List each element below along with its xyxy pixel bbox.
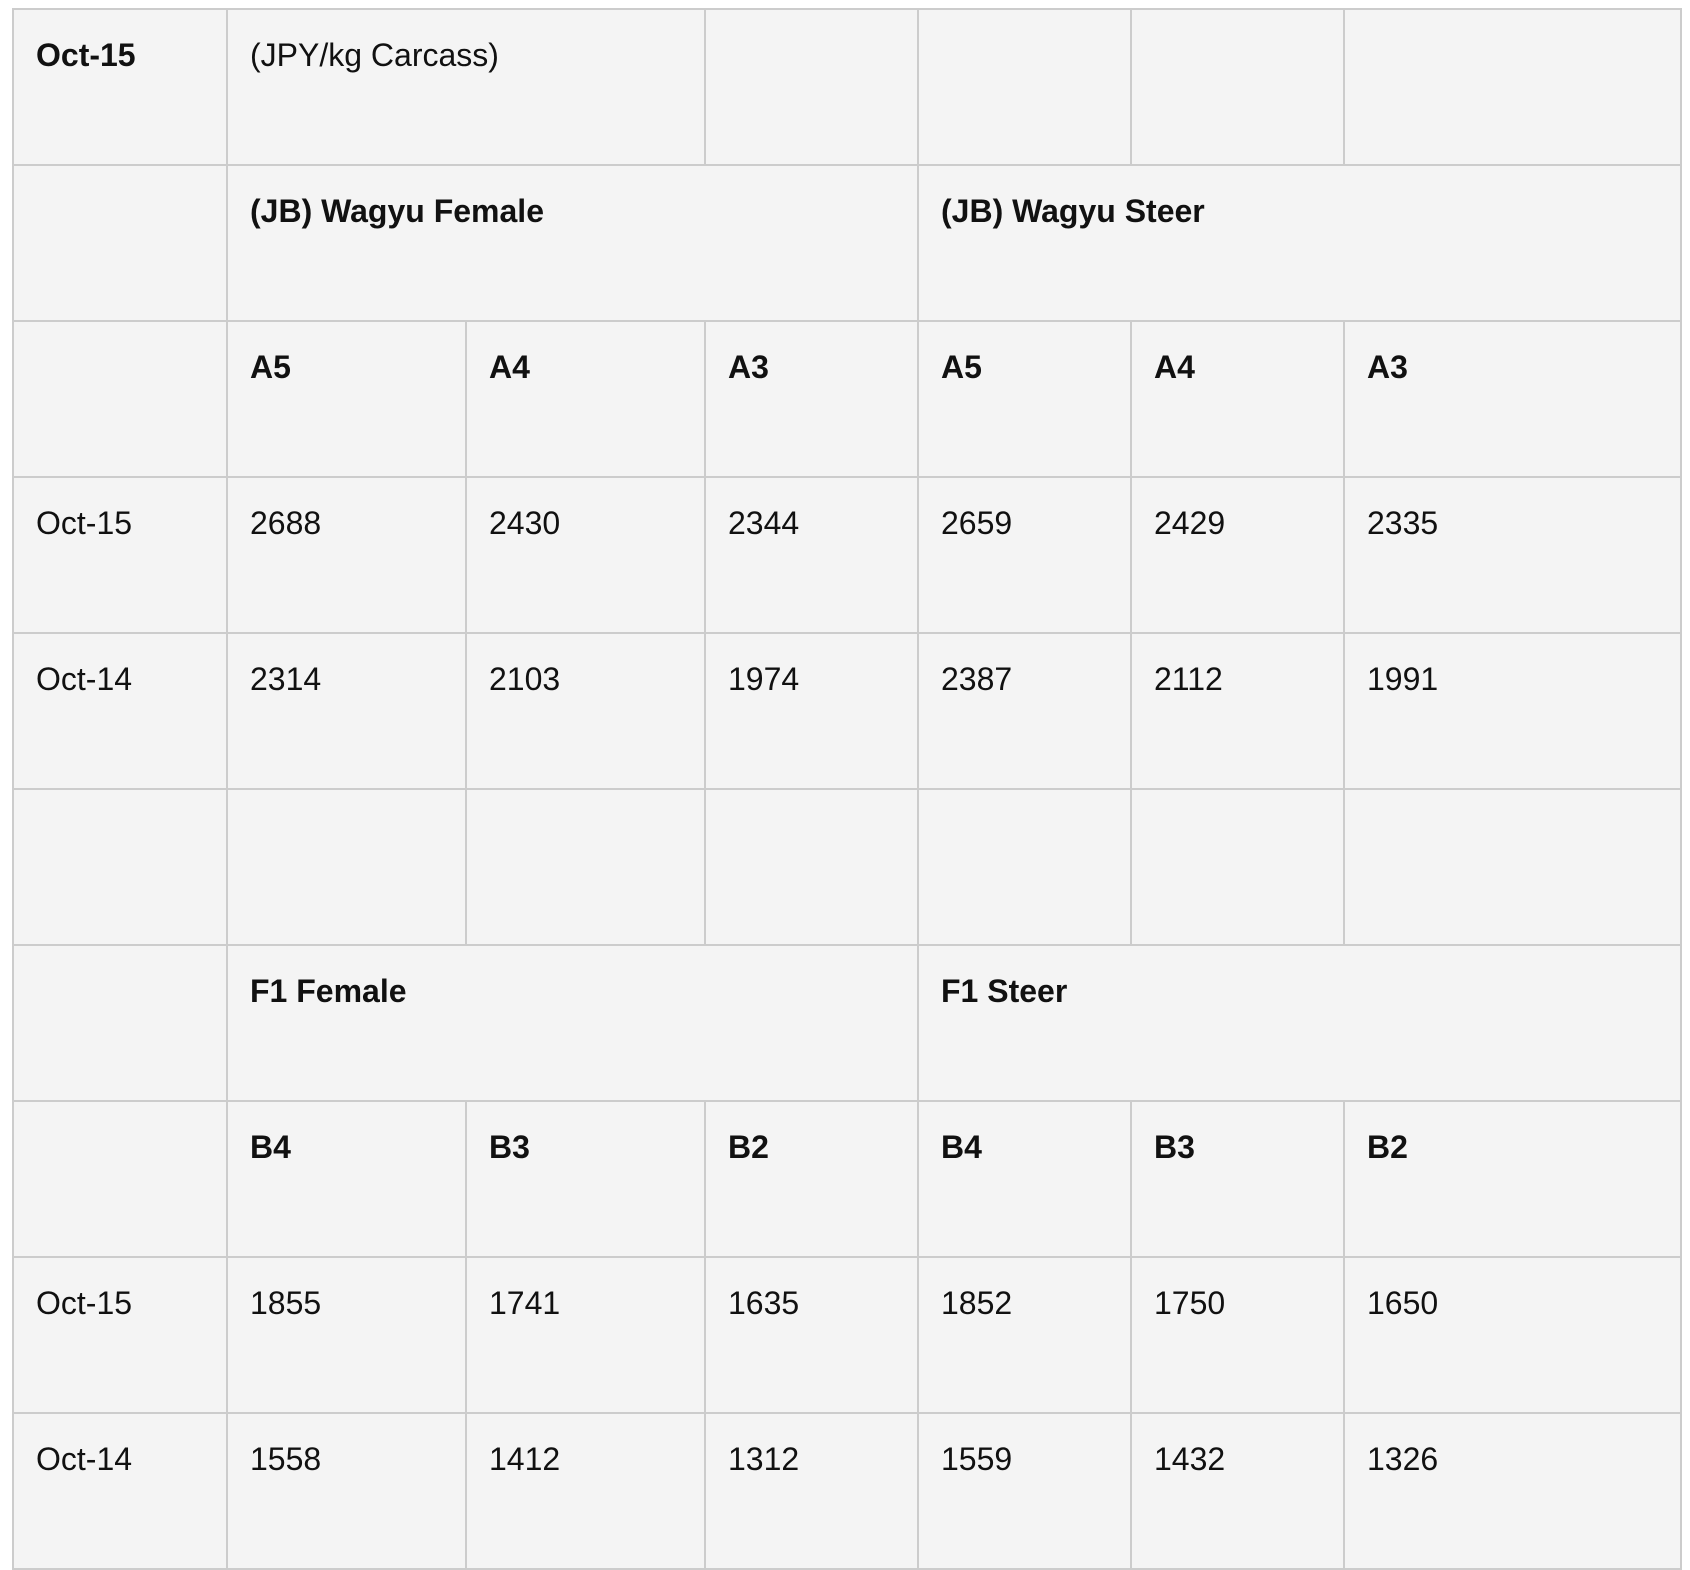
- f1-grade-row: [13, 1101, 1681, 1257]
- wagyu-steer-header: (JB) Wagyu Steer: [918, 165, 1681, 321]
- grade-header: B2: [705, 1101, 918, 1257]
- grade-header: A5: [227, 321, 466, 477]
- wagyu-grade-row: [13, 321, 1681, 477]
- price-cell: 2335: [1344, 477, 1681, 633]
- empty-cell: [1131, 9, 1344, 165]
- table-row: [13, 477, 1681, 633]
- grade-header: B4: [227, 1101, 466, 1257]
- table-row: [13, 1257, 1681, 1413]
- f1-female-header: F1 Female: [227, 945, 918, 1101]
- empty-cell: [466, 789, 705, 945]
- price-cell: 1991: [1344, 633, 1681, 789]
- spacer-row: [13, 789, 1681, 945]
- f1-group-row: [13, 945, 1681, 1101]
- price-cell: 1852: [918, 1257, 1131, 1413]
- empty-cell: [13, 945, 227, 1101]
- empty-cell: [705, 789, 918, 945]
- unit-label: (JPY/kg Carcass): [227, 9, 705, 165]
- price-cell: 2112: [1131, 633, 1344, 789]
- grade-header: A4: [466, 321, 705, 477]
- wagyu-group-row: [13, 165, 1681, 321]
- price-cell: 2429: [1131, 477, 1344, 633]
- grade-header: B3: [1131, 1101, 1344, 1257]
- price-cell: 1432: [1131, 1413, 1344, 1569]
- price-cell: 1312: [705, 1413, 918, 1569]
- title-row: [13, 9, 1681, 165]
- f1-steer-header: F1 Steer: [918, 945, 1681, 1101]
- price-cell: 2103: [466, 633, 705, 789]
- price-cell: 1326: [1344, 1413, 1681, 1569]
- empty-cell: [705, 9, 918, 165]
- row-date: Oct-14: [13, 1413, 227, 1569]
- grade-header: B3: [466, 1101, 705, 1257]
- table-row: [13, 633, 1681, 789]
- empty-cell: [227, 789, 466, 945]
- empty-cell: [1344, 789, 1681, 945]
- table-row: [13, 1413, 1681, 1569]
- corner-date: Oct-15: [13, 9, 227, 165]
- empty-cell: [1131, 789, 1344, 945]
- empty-cell: [13, 165, 227, 321]
- price-cell: 1974: [705, 633, 918, 789]
- price-cell: 1635: [705, 1257, 918, 1413]
- grade-header: A3: [705, 321, 918, 477]
- price-cell: 1750: [1131, 1257, 1344, 1413]
- price-cell: 2314: [227, 633, 466, 789]
- grade-header: A3: [1344, 321, 1681, 477]
- row-date: Oct-15: [13, 477, 227, 633]
- price-cell: 2387: [918, 633, 1131, 789]
- empty-cell: [13, 789, 227, 945]
- wagyu-female-header: (JB) Wagyu Female: [227, 165, 918, 321]
- price-table: [12, 8, 1682, 1570]
- empty-cell: [13, 321, 227, 477]
- price-cell: 1412: [466, 1413, 705, 1569]
- empty-cell: [918, 789, 1131, 945]
- empty-cell: [13, 1101, 227, 1257]
- price-cell: 1650: [1344, 1257, 1681, 1413]
- price-cell: 1741: [466, 1257, 705, 1413]
- price-cell: 2688: [227, 477, 466, 633]
- grade-header: B4: [918, 1101, 1131, 1257]
- grade-header: A4: [1131, 321, 1344, 477]
- empty-cell: [918, 9, 1131, 165]
- empty-cell: [1344, 9, 1681, 165]
- price-cell: 1855: [227, 1257, 466, 1413]
- price-cell: 2659: [918, 477, 1131, 633]
- grade-header: B2: [1344, 1101, 1681, 1257]
- price-cell: 1559: [918, 1413, 1131, 1569]
- row-date: Oct-14: [13, 633, 227, 789]
- price-cell: 1558: [227, 1413, 466, 1569]
- price-cell: 2344: [705, 477, 918, 633]
- row-date: Oct-15: [13, 1257, 227, 1413]
- price-cell: 2430: [466, 477, 705, 633]
- grade-header: A5: [918, 321, 1131, 477]
